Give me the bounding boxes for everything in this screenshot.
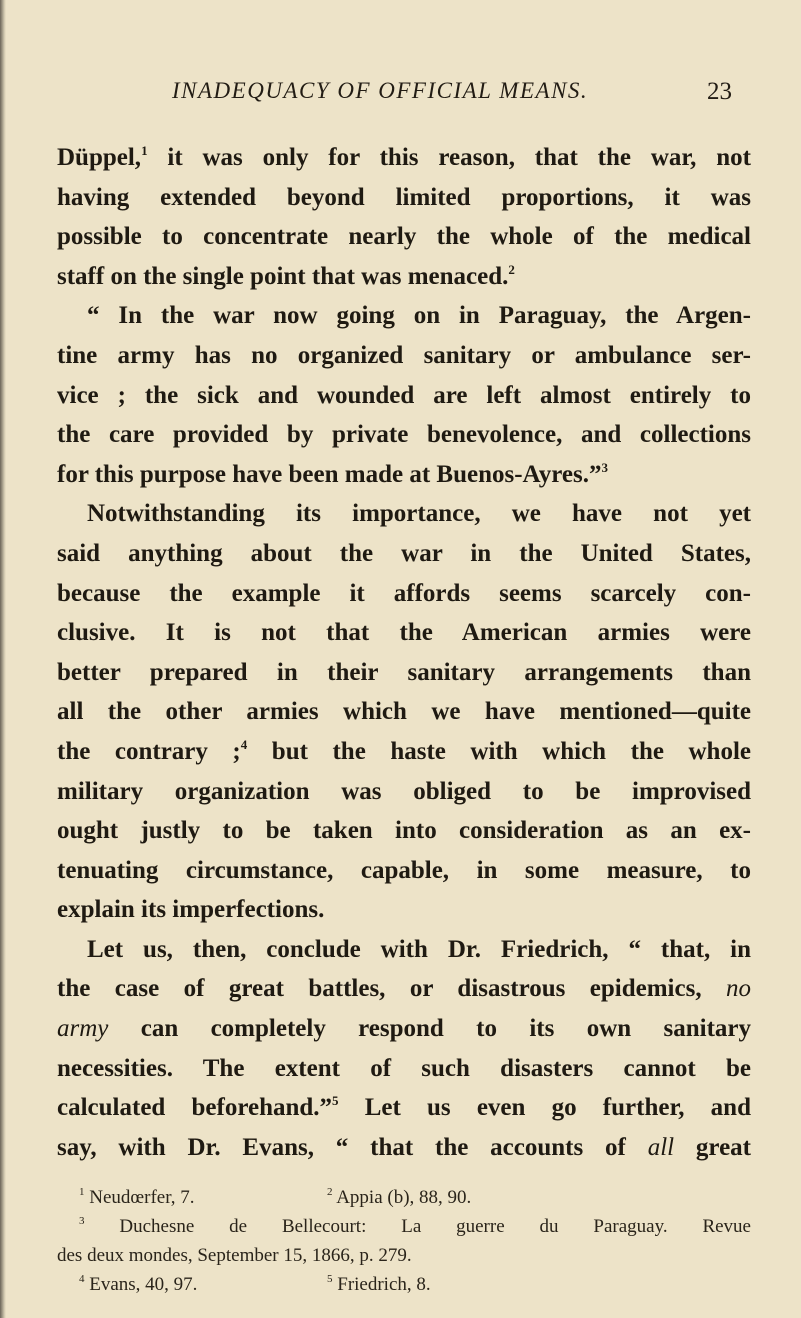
text-line: staff on the single point that was menaced.$^2$ — [57, 261, 515, 290]
text-line: the contrary ;$^4$ but the haste with which the whole — [57, 736, 751, 765]
page-number: 23 — [707, 78, 732, 105]
text-line: explain its imperfections. — [57, 896, 325, 924]
footnote-3-continued: des deux mondes, September 15, 1866, p. 279. — [57, 1245, 412, 1266]
text-line: calculated beforehand.”$^5$ Let us even go further, and — [57, 1093, 751, 1122]
text-line: the care provided by private benevolence, and collections — [57, 421, 751, 449]
paragraph-start-line: Notwithstanding its importance, we have not yet — [87, 500, 751, 528]
footnote-ref: 5 — [332, 1093, 339, 1109]
footnote-3: $^3$ Duchesne de Bellecourt: La guerre du Paraguay. Revue — [79, 1215, 751, 1237]
footnote-2: $^2$ Appia (b), 88, 90. — [327, 1186, 472, 1208]
text-line: vice ; the sick and wounded are left almost entirely to — [57, 381, 751, 409]
text-line: all the other armies which we have mentioned—quite — [57, 698, 751, 726]
running-head — [172, 72, 732, 112]
text-line: because the example it affords seems scarcely con- — [57, 579, 751, 607]
footnote-line — [57, 1183, 751, 1212]
text-line: necessities. The extent of such disasters cannot be — [57, 1054, 751, 1082]
footnote-ref: 2 — [508, 261, 515, 277]
text-line: for this purpose have been made at Buenos-Ayres.”$^3$ — [57, 459, 608, 488]
footnote-4: $^4$ Evans, 40, 97. — [79, 1273, 198, 1295]
text-line: the case of great battles, or disastrous epidemics, no — [57, 975, 751, 1003]
page-edge-shadow — [0, 0, 6, 1318]
paragraph-start-line: Let us, then, conclude with Dr. Friedrich, “ that, in — [87, 935, 751, 963]
text-line: Düppel,$^1$ it was only for this reason, that the war, not — [57, 143, 751, 171]
paragraph-start-line: “ In the war now going on in Paraguay, the Argen- — [87, 302, 751, 330]
text-line: tenuating circumstance, capable, in some measure, to — [57, 856, 751, 884]
footnote-line — [57, 1270, 751, 1299]
italic-text: all — [647, 1133, 675, 1161]
footnotes — [57, 1183, 751, 1299]
footnote-ref: 3 — [601, 459, 608, 475]
text-line: clusive. It is not that the American armies were — [57, 619, 751, 647]
footnote-ref: 4 — [240, 736, 248, 752]
text-line: say, with Dr. Evans, “ that the accounts of all great — [57, 1133, 751, 1161]
text-line: said anything about the war in the United States, — [57, 539, 751, 567]
text-line: ought justly to be taken into consideration as an ex- — [57, 817, 751, 845]
text-line: possible to concentrate nearly the whole of the medical — [57, 223, 751, 251]
running-title: INADEQUACY OF OFFICIAL MEANS. — [172, 78, 589, 103]
italic-text: no — [726, 975, 751, 1003]
body-text — [57, 138, 751, 1167]
text-line: tine army has no organized sanitary or ambulance ser- — [57, 341, 751, 369]
text-line: military organization was obliged to be improvised — [57, 777, 751, 805]
text-line: army can completely respond to its own sanitary — [57, 1015, 751, 1043]
italic-text: army — [57, 1015, 109, 1043]
footnote-5: $^5$ Friedrich, 8. — [327, 1273, 431, 1295]
footnote-1: $^1$ Neudœrfer, 7. — [79, 1186, 195, 1208]
footnote-ref: 1 — [141, 143, 148, 158]
text-line: better prepared in their sanitary arrangements than — [57, 658, 751, 686]
text-line: having extended beyond limited proportions, it was — [57, 183, 751, 211]
